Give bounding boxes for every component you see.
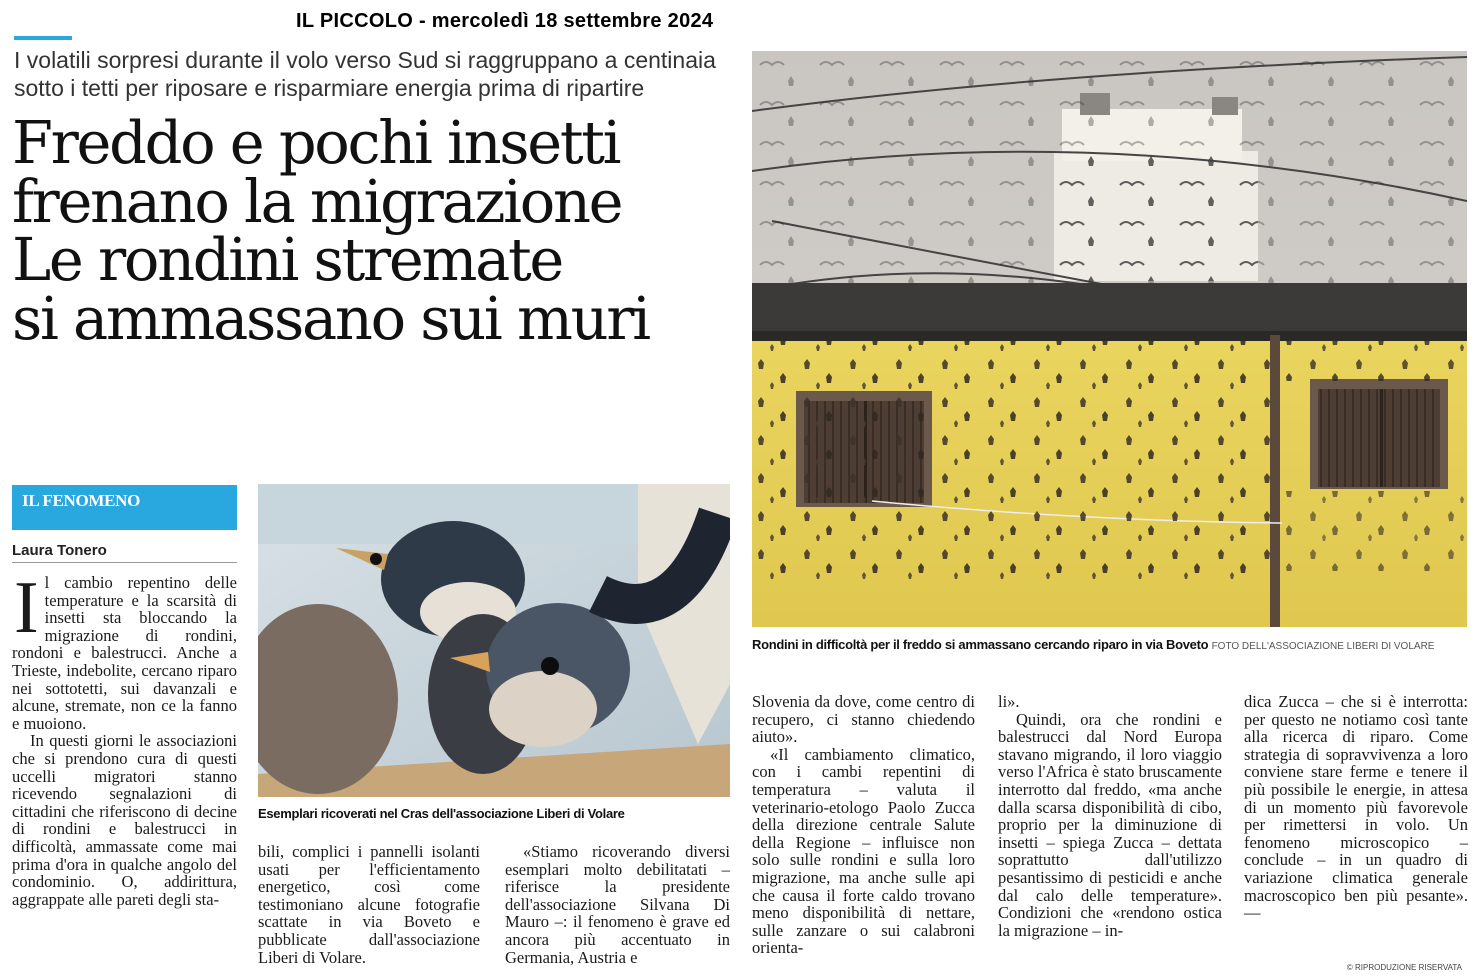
paragraph: «Il cambiamento climatico, con i cambi repentini di temperatura – valuta il veterinario-etologo Paolo Zucca della direzione centrale Salute della Regione – influisce non solo sulle rondini e sulla loro migrazione, ma anche sulle api che causa il forte caldo trovano meno disponibilità di nettare, sulle zanzare o sui calabroni orienta- bbox=[752, 744, 975, 958]
author-byline: Laura Tonero bbox=[12, 542, 107, 559]
paragraph: li». bbox=[998, 692, 1020, 711]
photo-caption-left: Esemplari ricoverati nel Cras dell'associazione Liberi di Volare bbox=[258, 806, 625, 821]
headline-line: Freddo e pochi insetti bbox=[12, 108, 620, 177]
paragraph: Slovenia da dove, come centro di recupero, ci stanno chiedendo aiuto». bbox=[752, 692, 975, 747]
fledglings-photo bbox=[258, 484, 730, 797]
paragraph: Quindi, ora che rondini e balestrucci dal Nord Europa stavano migrando, il loro viaggio verso l'Africa è stato bruscamente interrotto dal freddo, «ma anche dalla scarsa disponibilità di cibo, proprio per la diminuzione di insetti – spiega Zucca – dettata soprattutto dall'utilizzo pesantissimo di pesticidi e anche dal calo delle temperature». Condizioni che «rendono ostica la migrazione – in- bbox=[998, 709, 1222, 940]
headline-line: frenano la migrazione bbox=[12, 166, 622, 236]
caption-text: Rondini in difficoltà per il freddo si ammassano cercando riparo in via Boveto bbox=[752, 637, 1209, 652]
accent-rule bbox=[14, 36, 72, 40]
headline bbox=[12, 108, 742, 353]
paragraph bbox=[12, 567, 237, 733]
article-column-1 bbox=[12, 567, 237, 909]
paragraph: In questi giorni le associazioni che si prendono cura di questi uccelli migratori stanno ricevendo segnalazioni di cittadini che riferiscono di decine di rondini e balestrucci in difficoltà, ammassate come mai prima d'ora in qualche angolo del condominio. O, addirittura, aggrappate alle pareti degli sta- bbox=[12, 731, 237, 909]
fledglings-illustration bbox=[258, 484, 730, 797]
paragraph: «Stiamo ricoverando diversi esemplari molto debilitatati – riferisce la presidente dell'associazione Silvana Di Mauro –: il fenomeno è grave ed ancora più accentuato in Germania, Austria e bbox=[505, 842, 730, 967]
paragraph: bili, complici i pannelli isolanti usati per l'efficientamento energetico, così come testimoniano alcune fotografie scattate in via Boveto e pubblicate dall'associazione Liberi di Volare. bbox=[258, 842, 480, 967]
article-column-6 bbox=[1244, 693, 1468, 922]
headline-line: Le rondini stremate bbox=[12, 225, 562, 294]
article-column-5 bbox=[998, 693, 1222, 939]
swallows-wall-illustration bbox=[752, 51, 1467, 627]
article-column-3 bbox=[505, 843, 730, 966]
paragraph: dica Zucca – che si è interrotta: per questo ne notiamo così tante alla ricerca di riparo. Come strategia di sopravvivenza a loro conviene stare ferme e tenere il più possibile le energie, in attesa di un momento più favorevole per rimettersi in volo. Un fenomeno microscopico – conclude – in un quadro di variazione climatica generale macroscopico ben più pesante». — bbox=[1244, 692, 1468, 923]
article-column-2 bbox=[258, 843, 480, 966]
copyright-note: © RIPRODUZIONE RISERVATA bbox=[1346, 963, 1462, 972]
photo-credit: FOTO DELL'ASSOCIAZIONE LIBERI DI VOLARE bbox=[1211, 641, 1435, 652]
masthead: IL PICCOLO - mercoledì 18 settembre 2024 bbox=[296, 10, 714, 32]
byline-rule bbox=[12, 562, 237, 563]
swallows-wall-photo bbox=[752, 51, 1467, 627]
section-rubric: IL FENOMENO bbox=[12, 485, 237, 530]
paragraph-text: l cambio repentino delle temperature e la scarsità di insetti sta bloccando la migrazione di rondini, rondoni e balestrucci. Anche a Trieste, indebolite, cercano riparo nei sottotetti, sui davanzali e alcune, stremate, non ce la fanno e muoiono. bbox=[12, 573, 237, 733]
dropcap: I bbox=[14, 567, 39, 649]
kicker: I volatili sorpresi durante il volo verso Sud si raggruppano a centinaia sotto i tetti per riposare e risparmiare energia prima di ripartire bbox=[14, 47, 716, 101]
headline-line: si ammassano sui muri bbox=[12, 283, 649, 353]
photo-caption-right bbox=[752, 637, 1434, 652]
article-column-4 bbox=[752, 693, 975, 957]
